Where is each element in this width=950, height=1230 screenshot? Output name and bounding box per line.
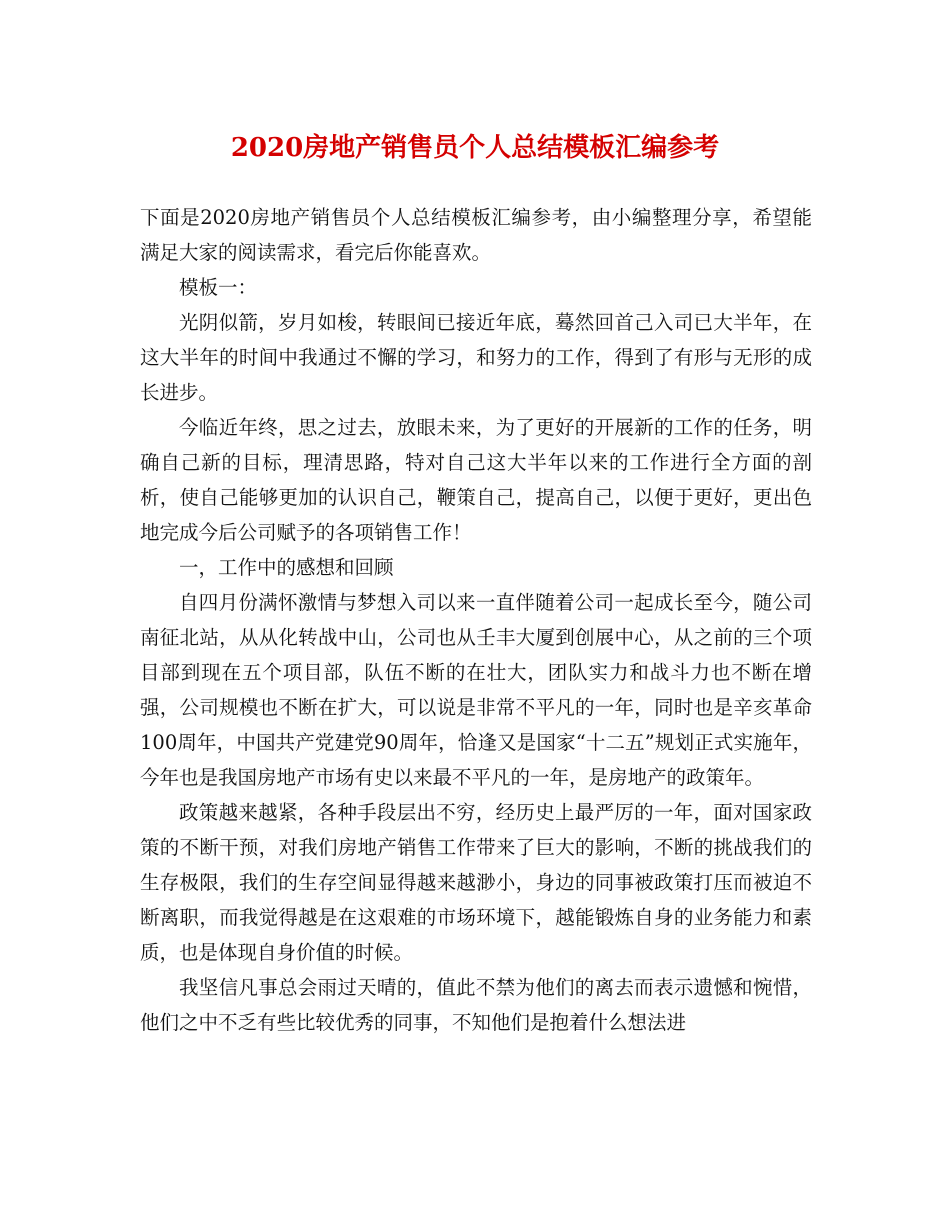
body-paragraph: 我坚信凡事总会雨过天晴的，值此不禁为他们的离去而表示遗憾和惋惜，他们之中不乏有些比较优秀的同事，不知他们是抱着什么想法进 <box>140 976 812 1034</box>
body-paragraph: 政策越来越紧，各种手段层出不穷，经历史上最严厉的一年，面对国家政策的不断干预，对我们房地产销售工作带来了巨大的影响，不断的挑战我们的生存极限，我们的生存空间显得越来越渺小，身边的同事被政策打压而被迫不断离职，而我觉得越是在这艰难的市场环境下，越能锻炼自身的业务能力和素质，也是体现自身价值的时候。 <box>140 801 812 964</box>
body-paragraph: 今临近年终，思之过去，放眼未来，为了更好的开展新的工作的任务，明确自己新的目标，理清思路，特对自己这大半年以来的工作进行全方面的剖析，使自己能够更加的认识自己，鞭策自己，提高自己，以便于更好，更出色地完成今后公司赋予的各项销售工作！ <box>140 416 812 544</box>
document-body <box>140 200 812 1040</box>
document-title: 2020房地产销售员个人总结模板汇编参考 <box>230 133 720 163</box>
section-heading-template-one: 模板一： <box>179 276 258 299</box>
section-heading-work-review: 一，工作中的感想和回顾 <box>179 556 394 579</box>
body-paragraph: 光阴似箭，岁月如梭，转眼间已接近年底，蓦然回首己入司已大半年，在这大半年的时间中我通过不懈的学习，和努力的工作，得到了有形与无形的成长进步。 <box>140 311 812 404</box>
body-paragraph: 自四月份满怀激情与梦想入司以来一直伴随着公司一起成长至今，随公司南征北站，从从化转战中山，公司也从壬丰大厦到创展中心，从之前的三个项目部到现在五个项目部，队伍不断的在壮大，团队实力和战斗力也不断在增强，公司规模也不断在扩大，可以说是非常不平凡的一年，同时也是辛亥革命100周年，中国共产党建党90周年，恰逢又是国家“十二五”规划正式实施年，今年也是我国房地产市场有史以来最不平凡的一年，是房地产的政策年。 <box>140 591 812 789</box>
intro-paragraph: 下面是2020房地产销售员个人总结模板汇编参考，由小编整理分享，希望能满足大家的阅读需求，看完后你能喜欢。 <box>140 206 812 264</box>
